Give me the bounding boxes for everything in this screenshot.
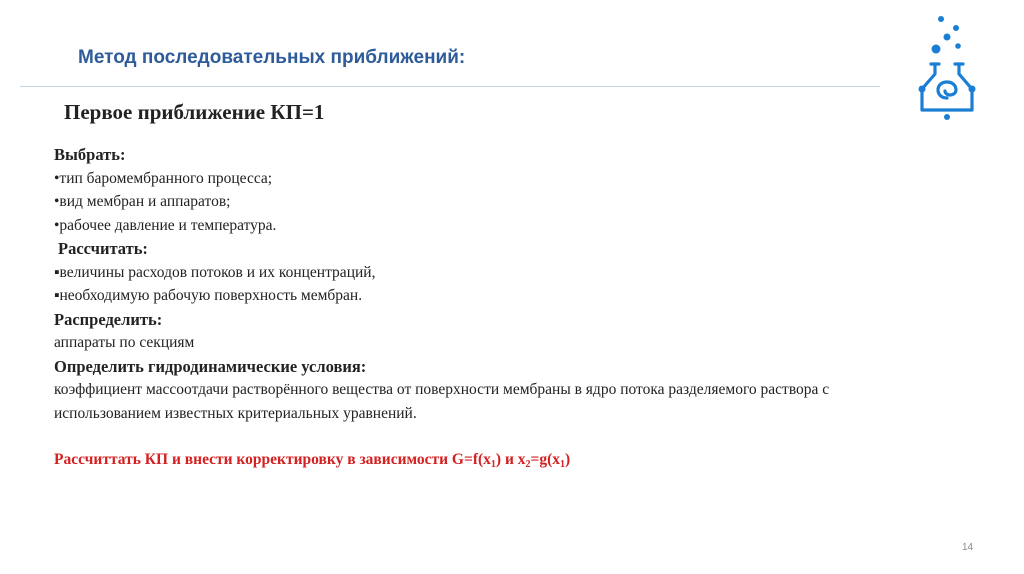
conclusion-part: Рассчиттать КП и внести корректировку в зависимости G=f(x <box>54 451 491 468</box>
conclusion-subscript: 1 <box>560 459 565 470</box>
spacer <box>54 425 934 448</box>
conclusion-part: ) <box>565 451 571 468</box>
conclusion-part: =g(x <box>530 451 560 468</box>
hydro-text: коэффициент массоотдачи растворённого вещества от поверхности мембраны в ядро потока разделяемого раствора с использованием известных критериальных уравнений. <box>54 381 830 422</box>
choose-heading: Выбрать: <box>54 145 126 164</box>
conclusion-subscript: 1 <box>490 459 496 470</box>
distribute-heading: Распределить: <box>54 309 163 329</box>
calculate-item: ▪величины расходов потоков и их концентраций, <box>54 263 376 281</box>
conclusion-part: ) и x <box>495 451 526 468</box>
slide-body <box>54 143 934 477</box>
choose-item: •рабочее давление и температура. <box>54 216 277 234</box>
hydro-heading: Определить гидродинамические условия: <box>54 356 367 376</box>
page-number: 14 <box>962 542 974 553</box>
slide-title: Метод последовательных приближений: <box>78 47 466 68</box>
slide-subtitle: Первое приближение КП=1 <box>64 100 325 124</box>
distribute-text: аппараты по секциям <box>54 334 195 351</box>
calculate-heading: Рассчитать: <box>58 239 148 258</box>
calculate-item: ▪необходимую рабочую поверхность мембран. <box>54 287 363 304</box>
conclusion-text <box>54 448 934 477</box>
title-divider <box>20 86 880 87</box>
choose-item: •тип баромембранного процесса; <box>54 169 273 187</box>
choose-item: •вид мембран и аппаратов; <box>54 193 231 210</box>
conclusion-subscript: 2 <box>525 459 531 470</box>
flask-logo-icon <box>912 14 982 124</box>
